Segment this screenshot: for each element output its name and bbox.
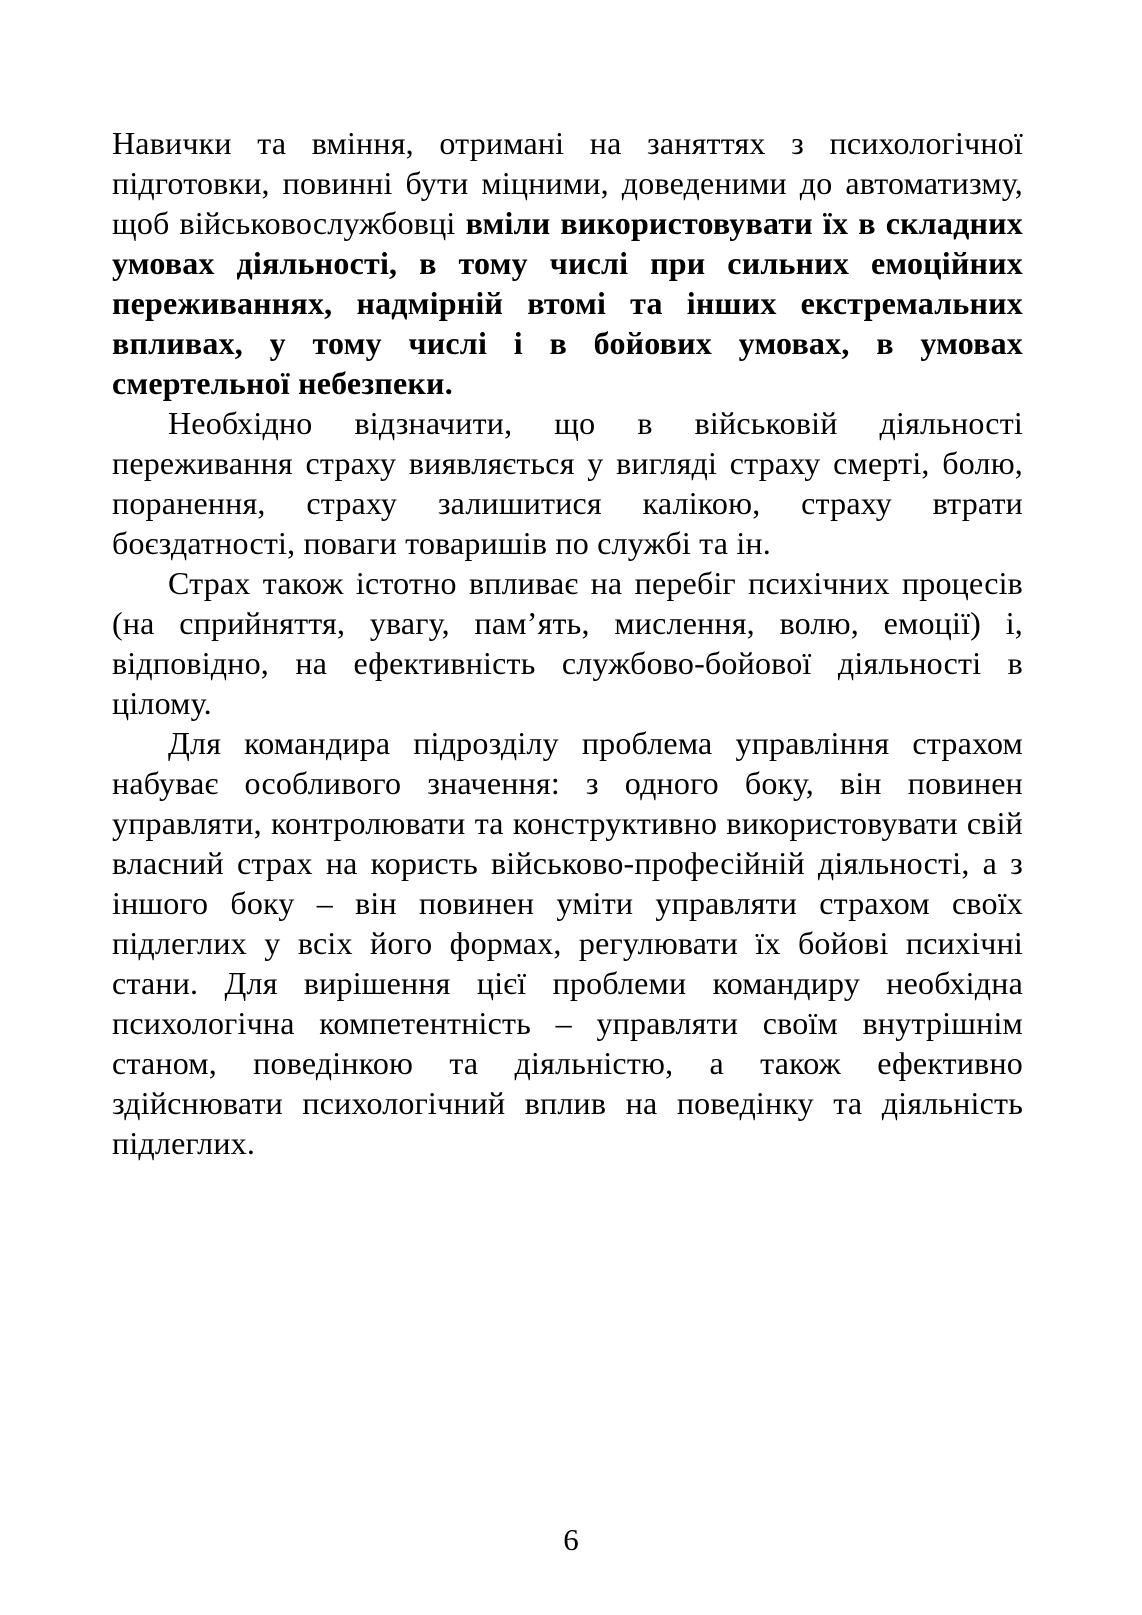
page-number: 6 [563, 1522, 579, 1557]
page-body-text [112, 123, 1023, 1163]
paragraph-3 [112, 563, 1023, 723]
text-segment: Страх також істотно впливає на перебіг психічних процесів (на сприйняття, увагу, пам’ять, мислення, волю, емоції) і, відповідно, на ефективність службово-бойової діяльності в цілому. [112, 565, 1023, 721]
text-segment: Необхідно відзначити, що в військовій діяльності переживання страху виявляється у вигляді страху смерті, болю, поранення, страху залишитися калікою, страху втрати боєздатності, поваги товаришів по службі та ін. [112, 405, 1023, 561]
page-footer [0, 1522, 1142, 1558]
paragraph-2 [112, 403, 1023, 563]
text-segment-bold: вміли використовувати їх в складних умовах діяльності, в тому числі при сильних емоційних переживаннях, надмірній втомі та інших екстремальних впливах, у тому числі і в бойових умовах, в умовах смертельної небезпеки. [112, 205, 1023, 401]
paragraph-4 [112, 723, 1023, 1163]
text-segment: Навички та вміння, отримані на заняттях з психологічної підготовки, повинні бути міцними, доведеними до автоматизму, щоб військовослужбовці [112, 125, 1023, 241]
paragraph-1 [112, 123, 1023, 403]
text-segment: Для командира підрозділу проблема управління страхом набуває особливого значення: з одного боку, він повинен управляти, контролювати та конструктивно використовувати свій власний страх на користь військово-професійній діяльності, а з іншого боку – він повинен уміти управляти страхом своїх підлеглих у всіх його формах, регулювати їх бойові психічні стани. Для вирішення цієї проблеми командиру необхідна психологічна компетентність – управляти своїм внутрішнім станом, поведінкою та діяльністю, а також ефективно здійснювати психологічний вплив на поведінку та діяльність підлеглих. [112, 725, 1023, 1161]
